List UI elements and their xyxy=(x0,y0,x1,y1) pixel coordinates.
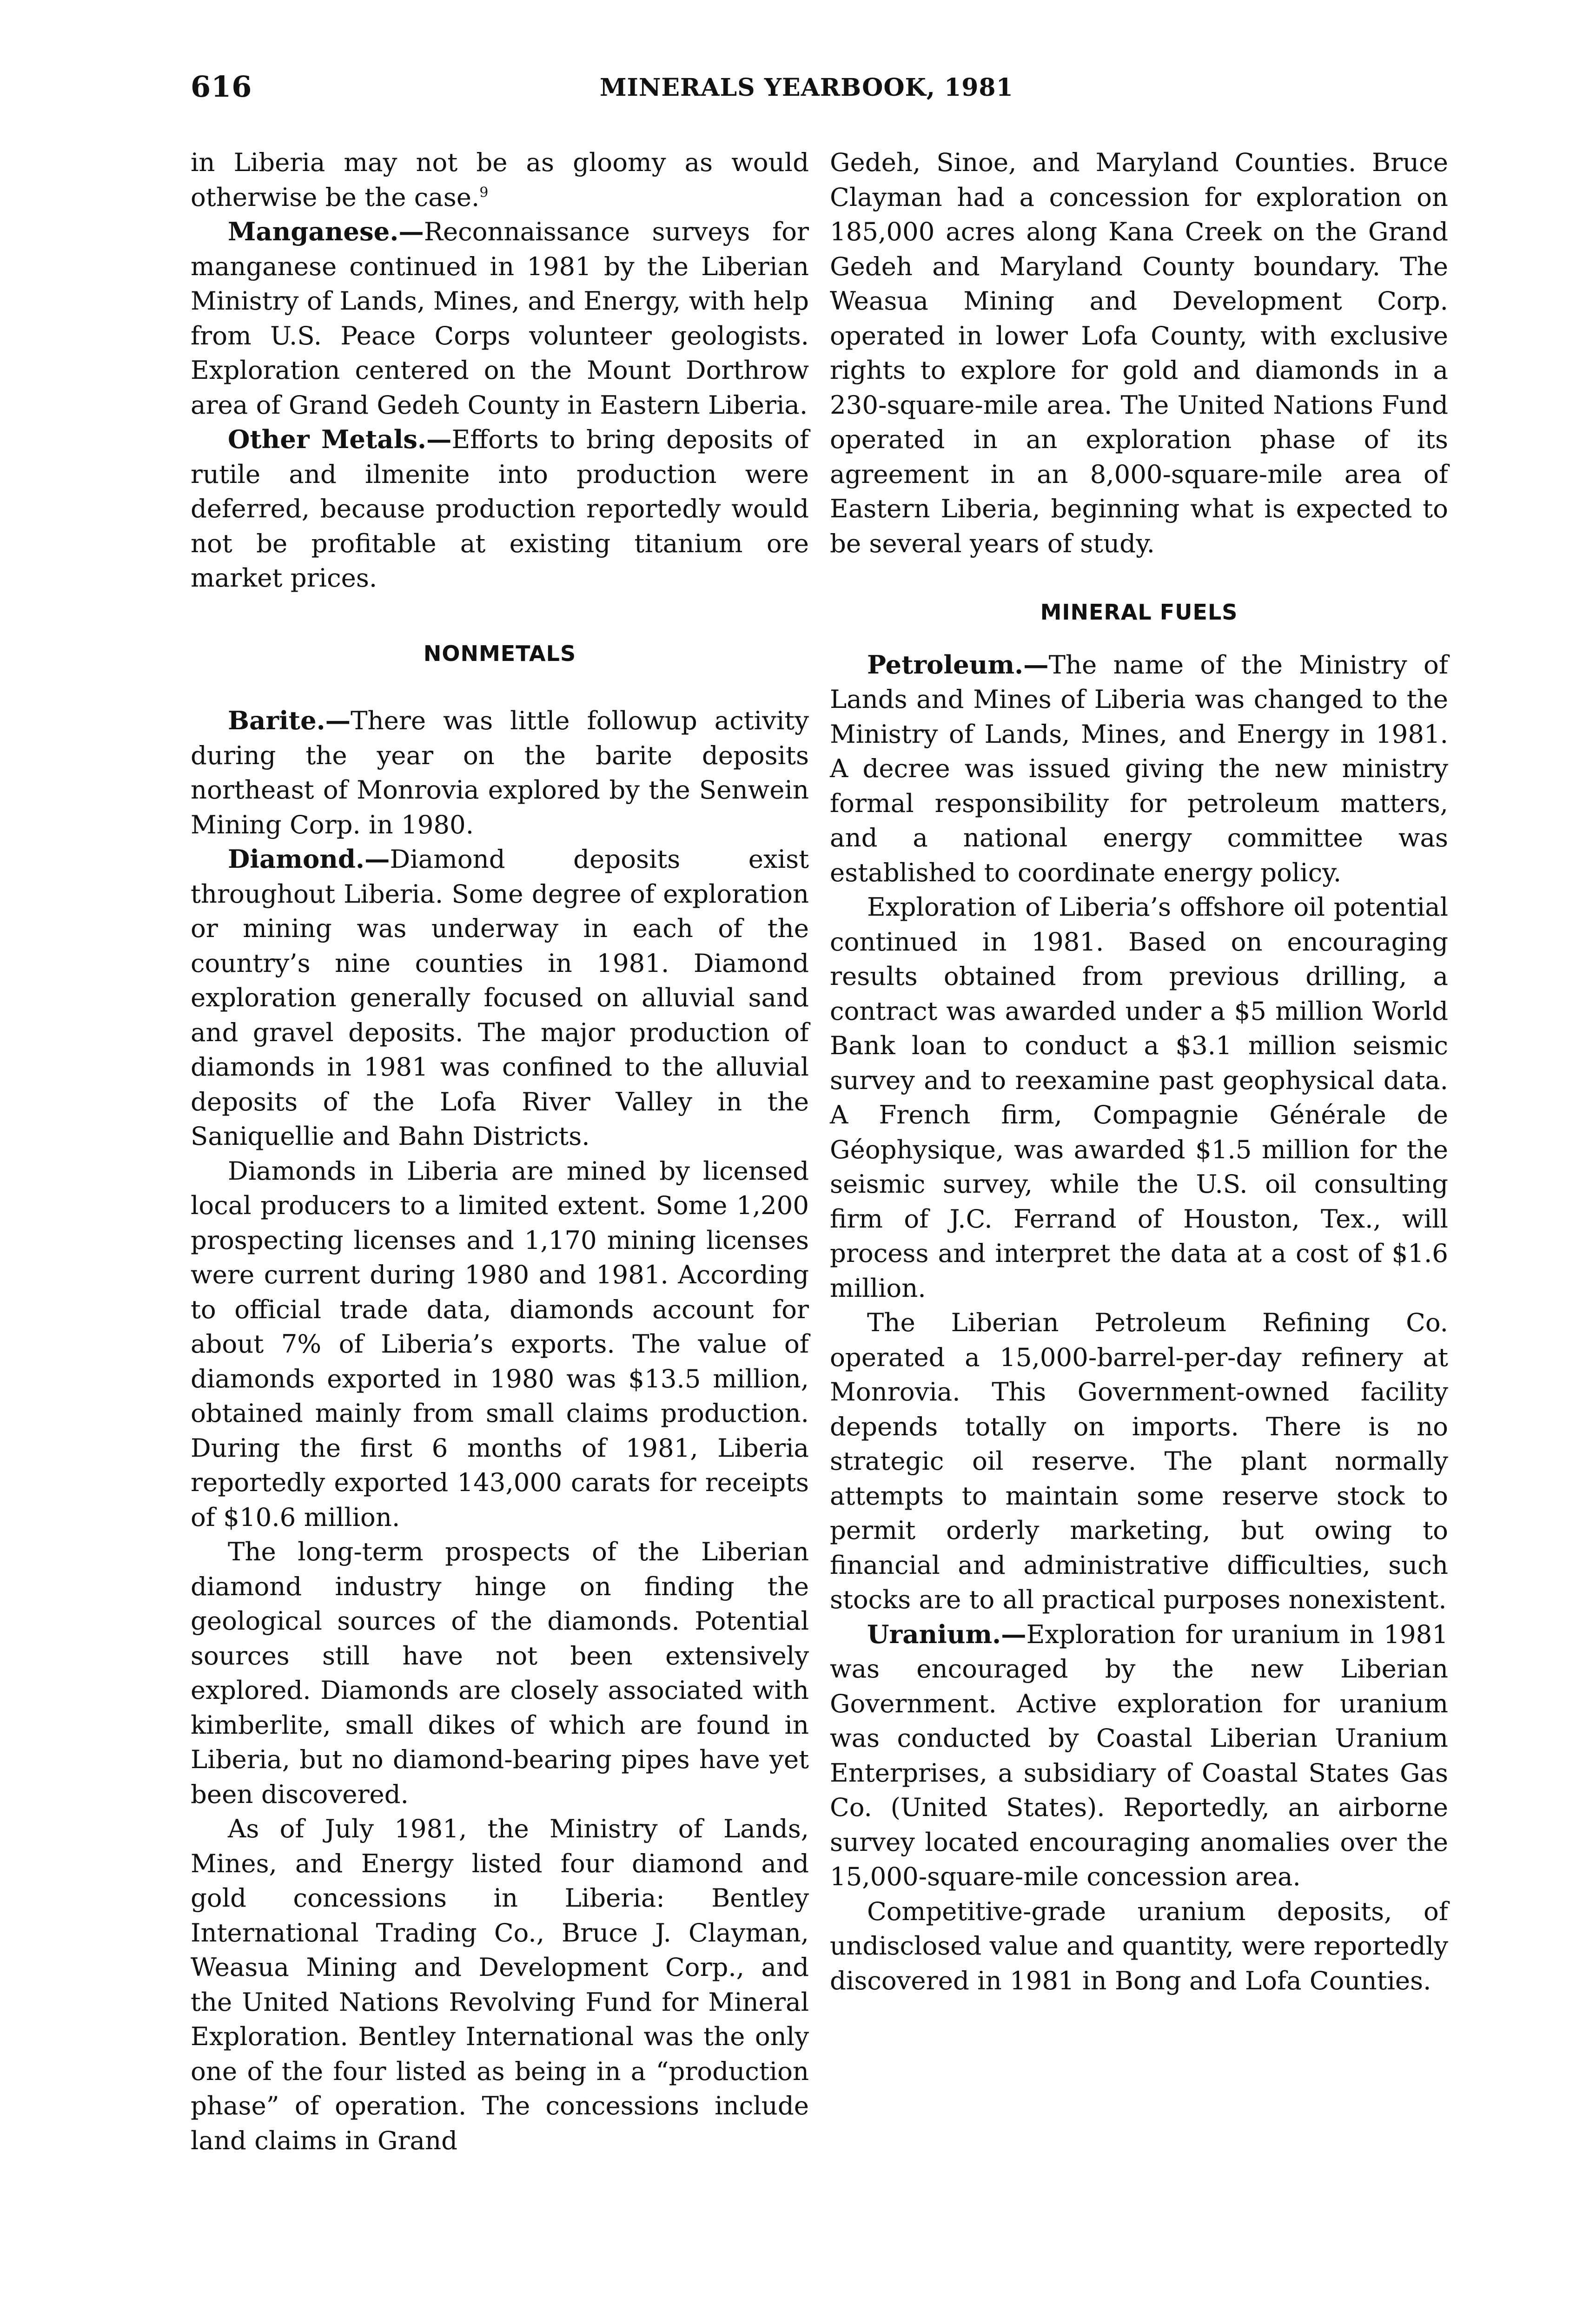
paragraph xyxy=(191,145,809,214)
page-number: 616 xyxy=(191,70,252,104)
uranium-heading: Uranium.— xyxy=(867,1619,1026,1649)
nonmetals-section-title: NONMETALS xyxy=(423,640,576,666)
manganese-heading: Manganese.— xyxy=(228,217,424,246)
paragraph-text: in Liberia may not be as gloomy as would otherwise be the case. xyxy=(191,147,809,212)
petroleum-heading: Petroleum.— xyxy=(867,649,1049,680)
paragraph: The long-term prospects of the Liberian diamond industry hinge on finding the geological sources of the diamonds. Potential sources still have not been extensively explored. Diamonds are closely associated with kimberlite, small dikes of which are found in Liberia, but no diamond-bearing pipes have yet been discovered. xyxy=(191,1537,809,1809)
petroleum-paragraph xyxy=(830,647,1448,890)
paragraph-text: Exploration for uranium in 1981 was encouraged by the new Liberian Government. Active exploration for uranium was conducted by Coastal Liberian Uranium Enterprises, a subsidiary of Coastal States Gas Co. (United States). Reportedly, an airborne survey located encouraging anomalies over the 15,000-square-mile concession area. xyxy=(830,1619,1448,1891)
paragraph: Diamonds in Liberia are mined by licensed local producers to a limited extent. Some 1,200 prospecting licenses and 1,170 mining licenses were current during 1980 and 1981. According to official trade data, diamonds account for about 7% of Liberia’s exports. The value of diamonds exported in 1980 was $13.5 million, obtained mainly from small claims production. During the first 6 months of 1981, Liberia reportedly exported 143,000 carats for receipts of $10.6 million. xyxy=(191,1155,809,1532)
manganese-paragraph xyxy=(191,214,809,422)
paragraph-text: Efforts to bring deposits of rutile and ilmenite into production were deferred, because production reportedly would not be profitable at existing titanium ore market prices. xyxy=(191,424,809,593)
right-column xyxy=(830,145,1448,1998)
paragraph: Gedeh, Sinoe, and Maryland Counties. Bruce Clayman had a concession for exploration on 185,000 acres along Kana Creek on the Grand Gedeh and Maryland County boundary. The Weasua Mining and Development Corp. operated in lower Lofa County, with exclusive rights to explore for gold and diamonds in a 230-square-mile area. The United Nations Fund operated in an exploration phase of its agreement in an 8,000-square-mile area of Eastern Liberia, beginning what is expected to be several years of study. xyxy=(830,147,1448,558)
paragraph: As of July 1981, the Ministry of Lands, Mines, and Energy listed four diamond and gold concessions in Liberia: Bentley International Trading Co., Bruce J. Clayman, Weasua Mining and Development Corp., and the United Nations Revolving Fund for Mineral Exploration. Bentley International was the only one of the four listed as being in a “production phase” of operation. The concessions include land claims in Grand xyxy=(191,1814,809,2155)
paragraph-text: Diamond deposits exist throughout Liberia. Some degree of exploration or mining was underway in each of the country’s nine counties in 1981. Diamond exploration generally focused on alluvial sand and gravel deposits. The major production of diamonds in 1981 was confined to the alluvial deposits of the Lofa River Valley in the Saniquellie and Bahn Districts. xyxy=(191,844,809,1151)
paragraph: Competitive-grade uranium deposits, of undisclosed value and quantity, were reportedly discovered in 1981 in Bong and Lofa Counties. xyxy=(830,1896,1448,1995)
left-column xyxy=(191,145,809,2158)
barite-paragraph xyxy=(191,703,809,842)
barite-heading: Barite.— xyxy=(228,706,351,735)
diamond-paragraph xyxy=(191,842,809,1154)
paragraph-text: The name of the Ministry of Lands and Mines of Liberia was changed to the Ministry of Lands, Mines, and Energy in 1981. A decree was issued giving the new ministry formal responsibility for petroleum matters, and a national energy committee was established to coordinate energy policy. xyxy=(830,649,1448,887)
paragraph: Exploration of Liberia’s offshore oil potential continued in 1981. Based on encouraging results obtained from previous drilling, a contract was awarded under a $5 million World Bank loan to conduct a $3.1 million seismic survey and to reexamine past geophysical data. A French firm, Compagnie Générale de Géophysique, was awarded $1.5 million for the seismic survey, while the U.S. oil consulting firm of J.C. Ferrand of Houston, Tex., will process and interpret the data at a cost of $1.6 million. xyxy=(830,892,1448,1303)
mineral-fuels-section-title: MINERAL FUELS xyxy=(1040,600,1238,625)
diamond-heading: Diamond.— xyxy=(228,844,390,874)
paragraph-text: There was little followup activity during the year on the barite deposits northeast of Monrovia explored by the Senwein Mining Corp. in 1980. xyxy=(191,706,809,839)
uranium-paragraph xyxy=(830,1617,1448,1894)
paragraph-text: Reconnaissance surveys for manganese continued in 1981 by the Liberian Ministry of Lands, Mines, and Energy, with help from U.S. Peace Corps volunteer geologists. Exploration centered on the Mount Dorthrow area of Grand Gedeh County in Eastern Liberia. xyxy=(191,217,809,420)
other-metals-paragraph xyxy=(191,422,809,595)
running-title: MINERALS YEARBOOK, 1981 xyxy=(600,73,1013,102)
page-header xyxy=(191,70,1074,112)
paragraph: The Liberian Petroleum Refining Co. operated a 15,000-barrel-per-day refinery at Monrovia. This Government-owned facility depends totally on imports. There is no strategic oil reserve. The plant normally attempts to maintain some reserve stock to permit orderly marketing, but owing to financial and administrative difficulties, such stocks are to all practical purposes nonexistent. xyxy=(830,1307,1448,1614)
other-metals-heading: Other Metals.— xyxy=(228,424,452,454)
footnote-reference: 9 xyxy=(479,184,489,201)
